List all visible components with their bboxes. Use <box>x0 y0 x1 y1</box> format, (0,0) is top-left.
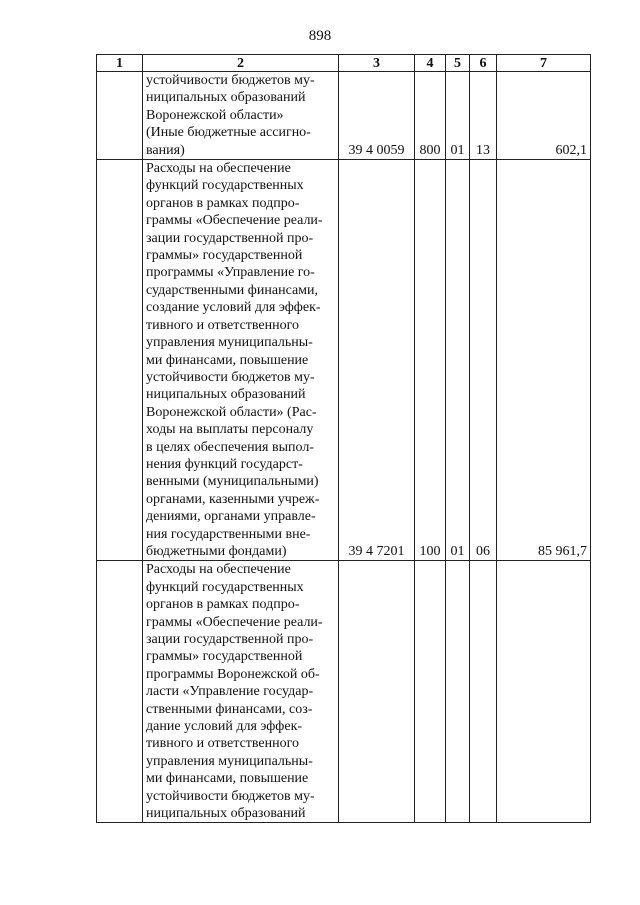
expense-name-line: управления муниципальны- <box>146 335 313 351</box>
expense-type-cell <box>415 561 446 823</box>
target-article-cell: 39 4 0059 <box>339 72 415 160</box>
expense-name-line: дениями, органами управле- <box>146 509 316 525</box>
expense-name-line: ходы на выплаты персоналу <box>146 422 314 438</box>
expense-name-line: Расходы на обеспечение <box>146 562 291 578</box>
row-number-cell <box>97 561 143 823</box>
expense-name-line: сударственными финансами, <box>146 282 319 298</box>
expense-name-line: граммы» государственной <box>146 649 303 665</box>
expense-name-line: устойчивости бюджетов му- <box>146 73 315 88</box>
section-cell: 01 <box>446 72 470 160</box>
expense-name-line: ственными финансами, соз- <box>146 701 313 717</box>
row-number-cell <box>97 160 143 561</box>
expense-type-cell: 800 <box>415 72 446 160</box>
expense-name-line: тивного и ответственного <box>146 736 300 752</box>
header-col-6: 6 <box>470 55 497 72</box>
section-cell <box>446 561 470 823</box>
expense-name-line: ния государственными вне- <box>146 526 311 542</box>
subsection-cell <box>470 561 497 823</box>
expense-name-line: Расходы на обеспечение <box>146 161 291 177</box>
expense-name-line: граммы» государственной <box>146 248 303 264</box>
expense-name-line: функций государственных <box>146 579 304 595</box>
expense-name-line: функций государственных <box>146 178 304 194</box>
expense-name-line: зации государственной про- <box>146 230 314 246</box>
amount-cell: 85 961,7 <box>497 160 591 561</box>
section-cell: 01 <box>446 160 470 561</box>
subsection-cell: 13 <box>470 72 497 160</box>
expense-name-line: вания) <box>146 142 185 158</box>
header-col-4: 4 <box>415 55 446 72</box>
expense-name-line: венными (муниципальными) <box>146 474 319 490</box>
budget-table <box>96 54 591 823</box>
amount-cell: 602,1 <box>497 72 591 160</box>
table-row <box>97 160 591 561</box>
expense-name-line: в целях обеспечения выпол- <box>146 439 314 455</box>
expense-name-cell <box>143 561 339 823</box>
target-article-cell <box>339 561 415 823</box>
expense-name-cell <box>143 160 339 561</box>
header-col-2: 2 <box>143 55 339 72</box>
expense-name-line: органами, казенными учреж- <box>146 491 320 507</box>
expense-name-line: ниципальных образований <box>146 387 306 403</box>
subsection-cell: 06 <box>470 160 497 561</box>
header-col-1: 1 <box>97 55 143 72</box>
expense-name-line: (Иные бюджетные ассигно- <box>146 125 311 141</box>
expense-name-line: управления муниципальны- <box>146 753 313 769</box>
target-article-cell: 39 4 7201 <box>339 160 415 561</box>
expense-name-line: устойчивости бюджетов му- <box>146 369 315 385</box>
expense-name-line: ми финансами, повышение <box>146 771 309 787</box>
expense-name-line: органов в рамках подпро- <box>146 195 300 211</box>
expense-name-line: создание условий для эффек- <box>146 300 321 316</box>
expense-name-line: граммы «Обеспечение реали- <box>146 614 323 630</box>
header-col-3: 3 <box>339 55 415 72</box>
expense-name-line: ми финансами, повышение <box>146 352 309 368</box>
expense-name-line: органов в рамках подпро- <box>146 597 300 613</box>
expense-name-line: тивного и ответственного <box>146 317 300 333</box>
expense-name-line: Воронежской области» <box>146 107 284 123</box>
expense-name-line: зации государственной про- <box>146 632 314 647</box>
expense-name-line: устойчивости бюджетов му- <box>146 788 315 804</box>
table-row <box>97 561 591 823</box>
table-header-row <box>97 55 591 72</box>
expense-type-cell: 100 <box>415 160 446 561</box>
amount-cell <box>497 561 591 823</box>
row-number-cell <box>97 72 143 160</box>
expense-name-line: Воронежской области» (Рас- <box>146 404 317 420</box>
expense-name-line: дание условий для эффек- <box>146 719 303 735</box>
header-col-5: 5 <box>446 55 470 72</box>
expense-name-line: ниципальных образований <box>146 90 306 106</box>
expense-name-line: ласти «Управление государ- <box>146 684 314 700</box>
table-row <box>97 72 591 160</box>
expense-name-line: бюджетными фондами) <box>146 543 287 559</box>
expense-name-cell <box>143 72 339 160</box>
page-number: 898 <box>308 28 332 44</box>
expense-name-line: нения функций государст- <box>146 456 303 472</box>
header-col-7: 7 <box>497 55 591 72</box>
expense-name-line: граммы «Обеспечение реали- <box>146 213 323 229</box>
expense-name-line: программы «Управление го- <box>146 265 315 281</box>
expense-name-line: ниципальных образований <box>146 806 306 822</box>
expense-name-line: программы Воронежской об- <box>146 666 320 682</box>
